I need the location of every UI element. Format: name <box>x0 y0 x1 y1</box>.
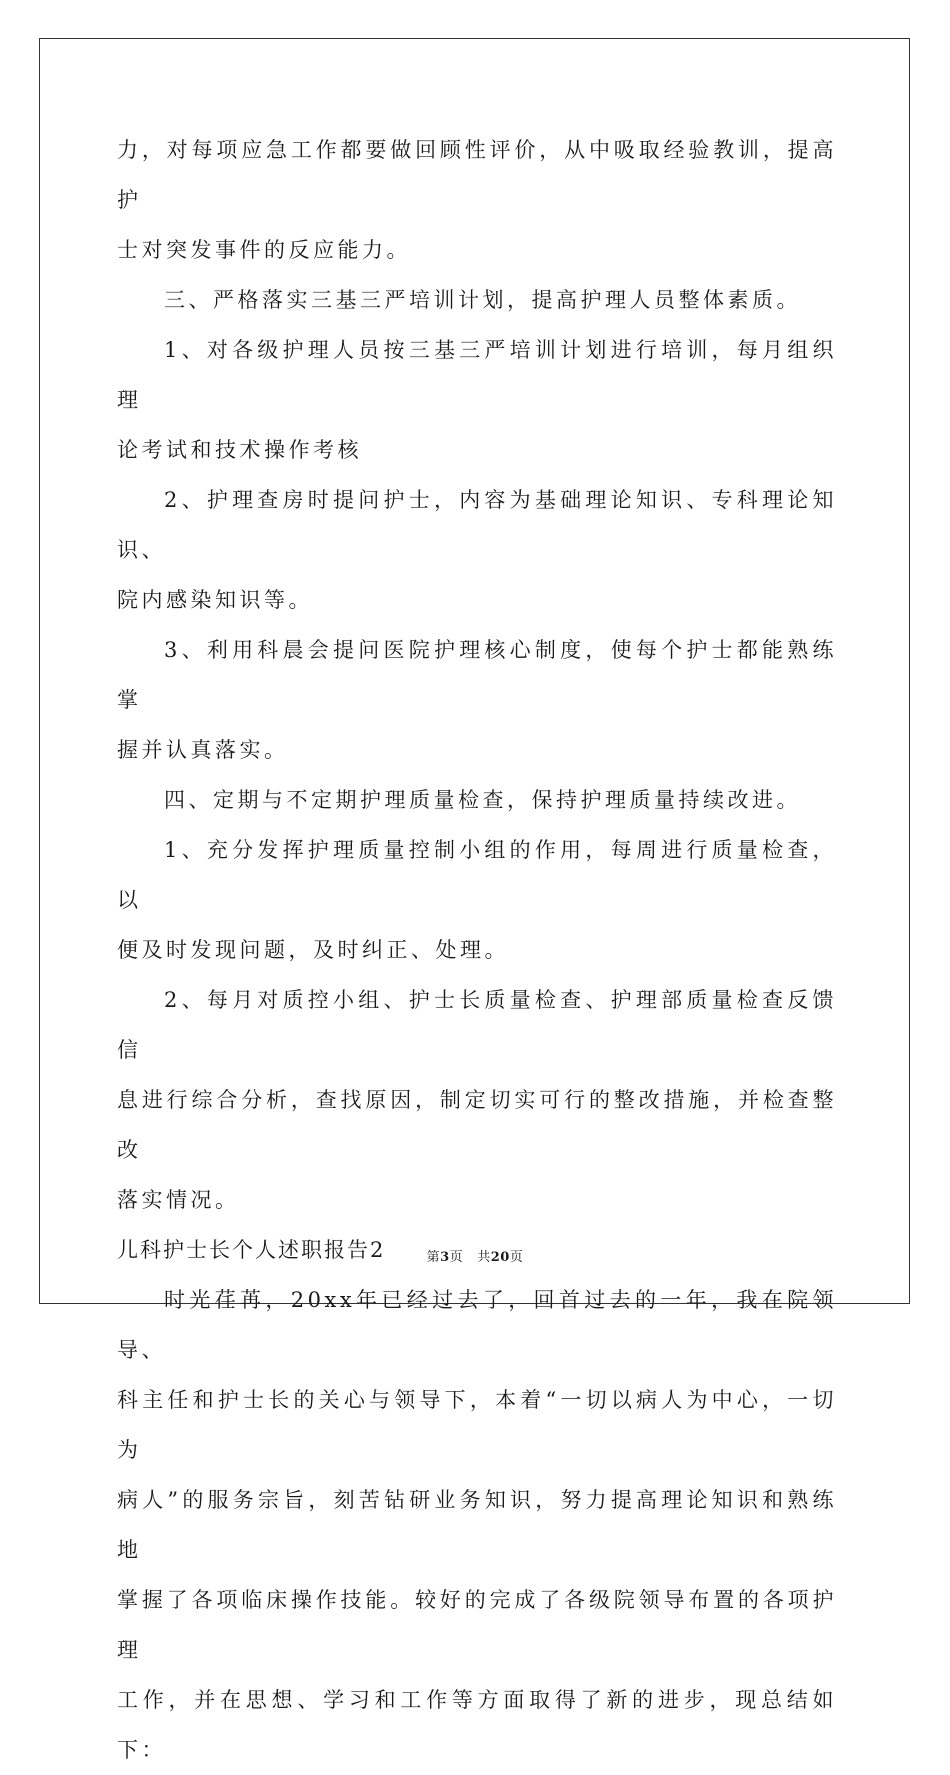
text-line: 病人”的服务宗旨，刻苦钻研业务知识，努力提高理论知识和熟练地 <box>117 1488 837 1562</box>
section-heading-three <box>117 275 837 325</box>
text-line: 力，对每项应急工作都要做回顾性评价，从中吸取经验教训，提高护 <box>117 138 837 212</box>
text-line: 握并认真落实。 <box>117 738 289 762</box>
total-pages: 20 <box>490 1250 510 1265</box>
text-line: 3、利用科晨会提问医院护理核心制度，使每个护士都能熟练掌 <box>117 638 837 712</box>
document-body <box>117 125 837 1775</box>
text-line: 息进行综合分析，查找原因，制定切实可行的整改措施，并检查整改 <box>117 1088 837 1162</box>
total-prefix: 共 <box>477 1250 491 1265</box>
text-line: 工作，并在思想、学习和工作等方面取得了新的进步，现总结如下： <box>117 1688 837 1762</box>
text-line: 1、充分发挥护理质量控制小组的作用，每周进行质量检查，以 <box>117 838 837 912</box>
text-line: 便及时发现问题，及时纠正、处理。 <box>117 938 509 962</box>
text-line: 论考试和技术操作考核 <box>117 438 362 462</box>
text-line: 时光荏苒，20xx年已经过去了，回首过去的一年，我在院领导、 <box>117 1288 837 1362</box>
paragraph <box>117 325 837 475</box>
text-line: 落实情况。 <box>117 1188 240 1212</box>
text-line: 2、护理查房时提问护士，内容为基础理论知识、专科理论知识、 <box>117 488 837 562</box>
page-footer <box>0 1246 950 1265</box>
page-number: 3 <box>440 1250 450 1265</box>
paragraph <box>117 1275 837 1775</box>
page-prefix: 第 <box>426 1250 441 1265</box>
text-line: 掌握了各项临床操作技能。较好的完成了各级院领导布置的各项护理 <box>117 1588 837 1662</box>
paragraph <box>117 825 837 975</box>
page-suffix: 页 <box>449 1250 464 1265</box>
text-line: 1、对各级护理人员按三基三严培训计划进行培训，每月组织理 <box>117 338 837 412</box>
report-title: 儿科护士长个人述职报告2 <box>117 1238 386 1262</box>
text-line: 三、严格落实三基三严培训计划，提高护理人员整体素质。 <box>164 288 801 312</box>
text-line: 士对突发事件的反应能力。 <box>117 238 411 262</box>
text-line: 科主任和护士长的关心与领导下，本着“一切以病人为中心，一切为 <box>117 1388 837 1462</box>
paragraph <box>117 625 837 775</box>
total-suffix: 页 <box>509 1250 524 1265</box>
text-line: 院内感染知识等。 <box>117 588 313 612</box>
paragraph <box>117 975 837 1225</box>
section-heading-four <box>117 775 837 825</box>
paragraph <box>117 125 837 275</box>
paragraph <box>117 475 837 625</box>
text-line: 2、每月对质控小组、护士长质量检查、护理部质量检查反馈信 <box>117 988 837 1062</box>
text-line: 四、定期与不定期护理质量检查，保持护理质量持续改进。 <box>164 788 801 812</box>
